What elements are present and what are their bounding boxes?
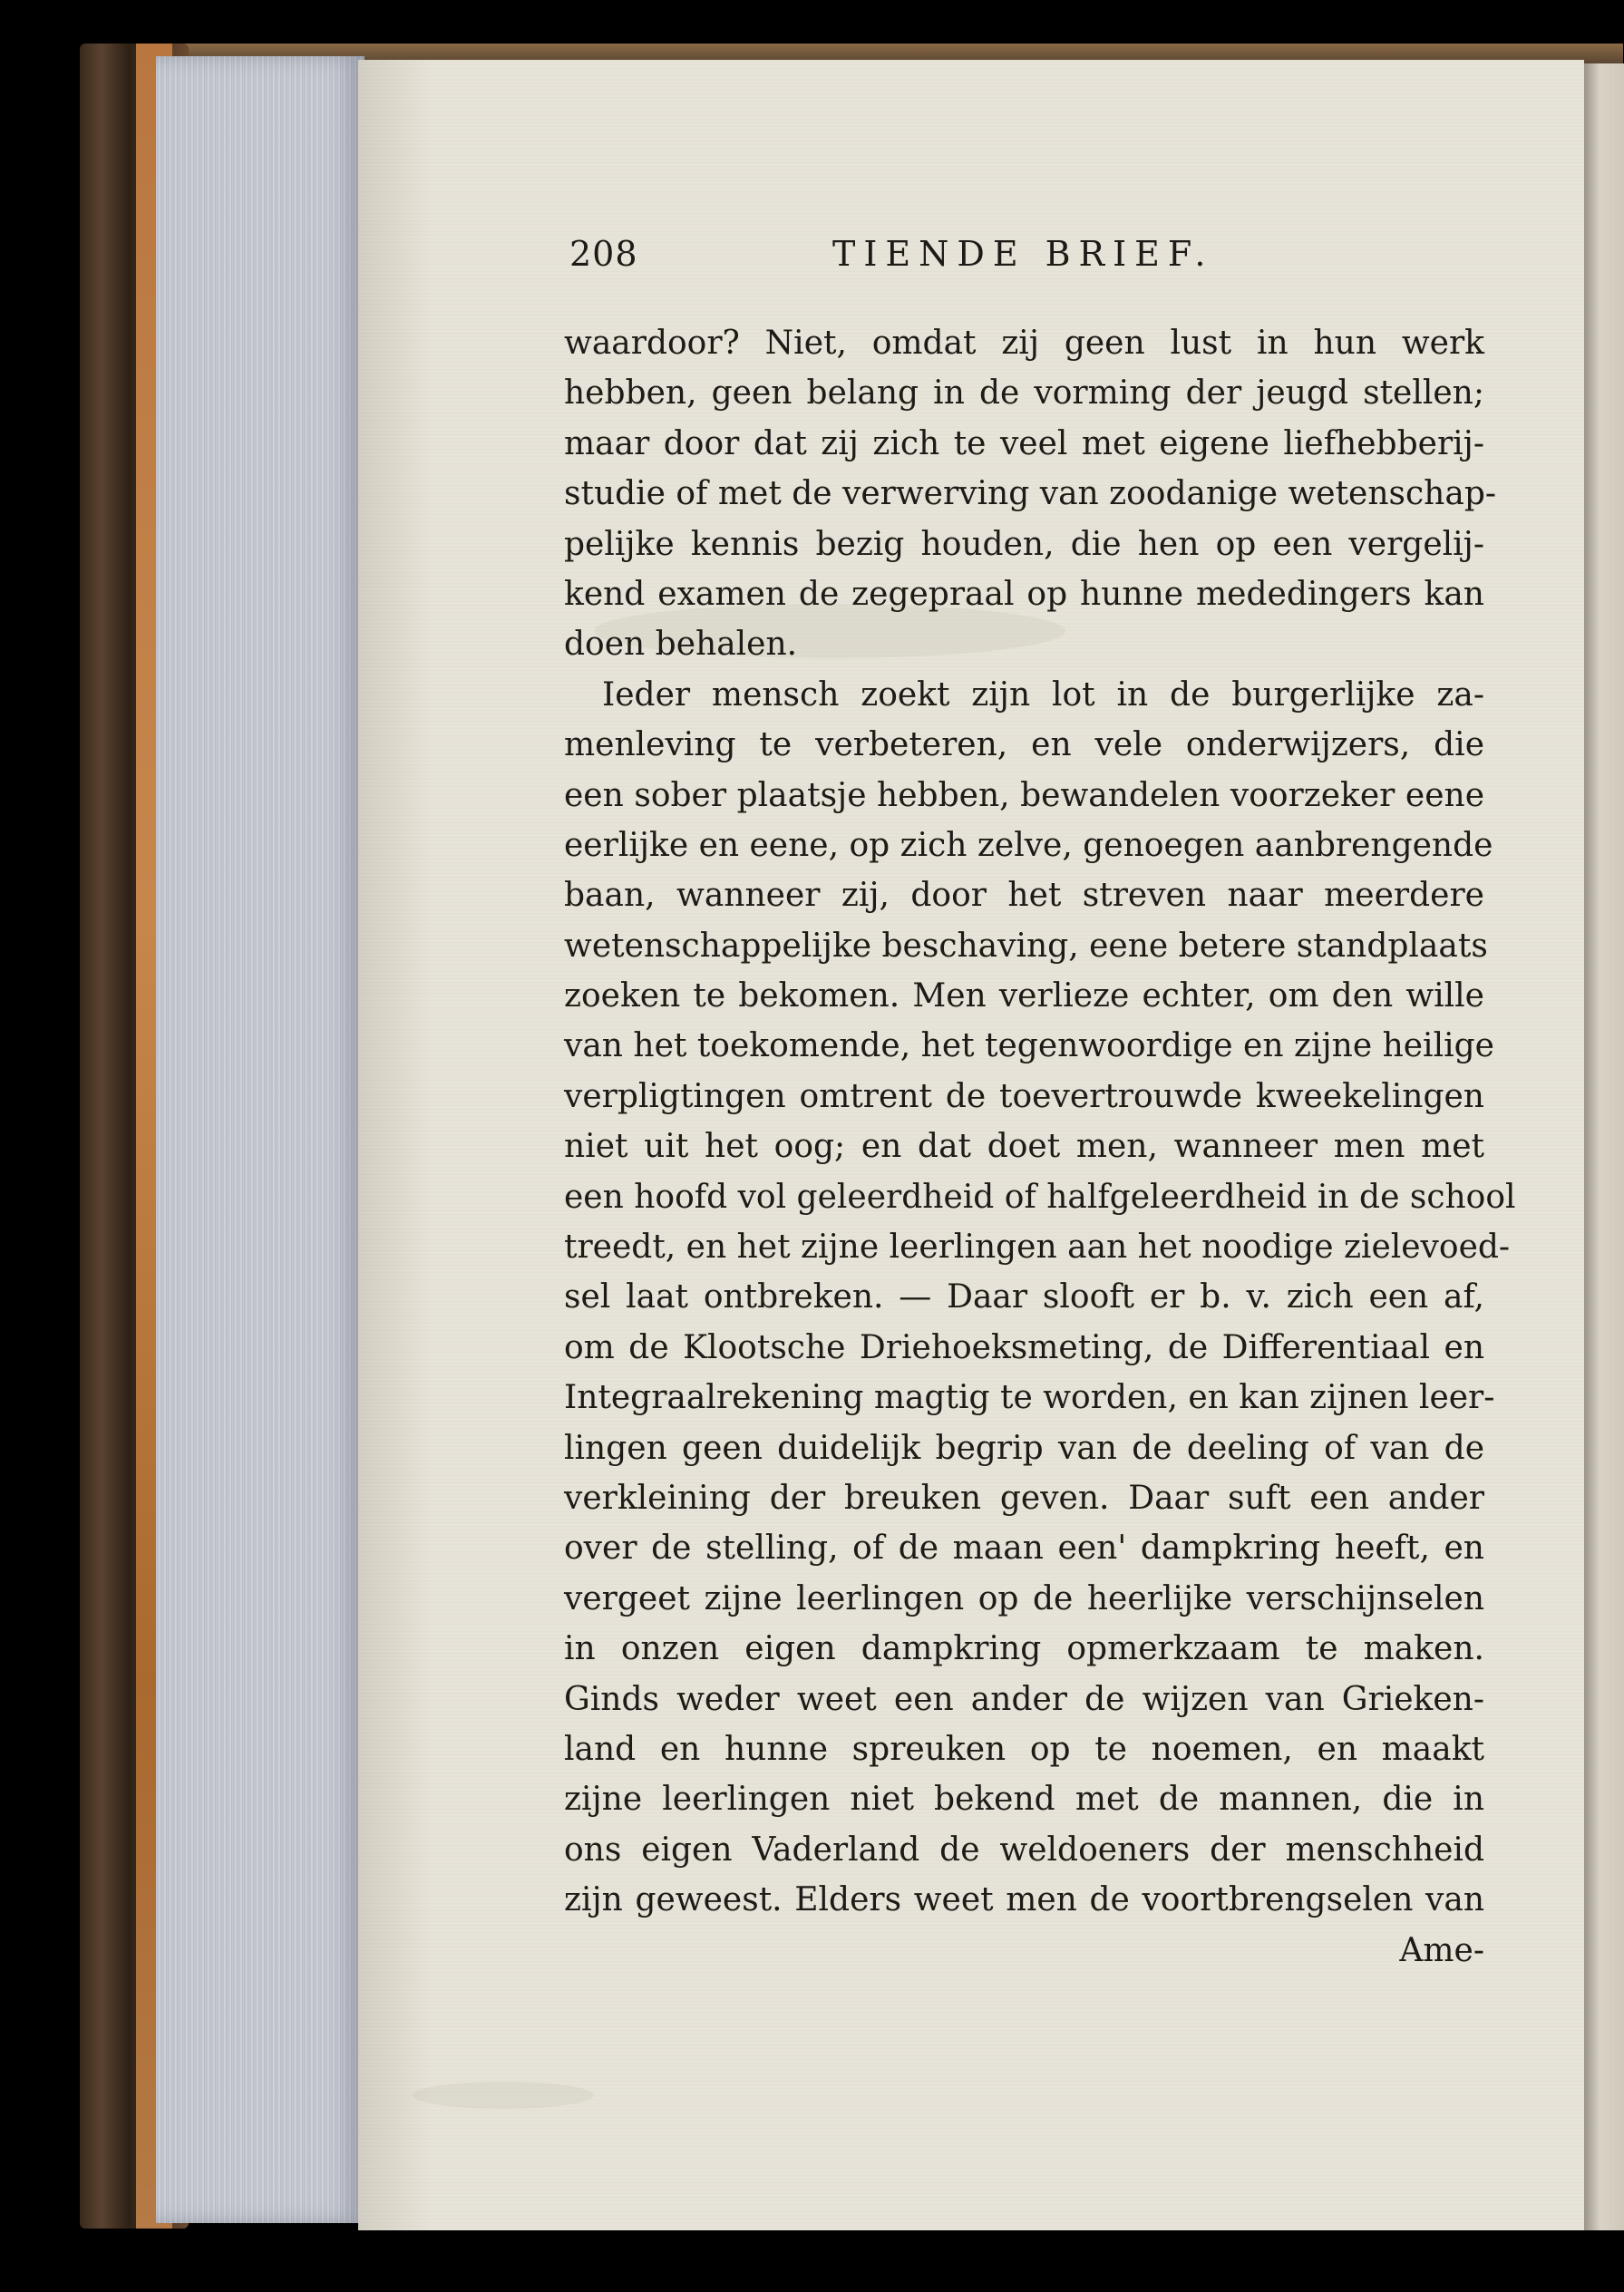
text-line: een sober plaatsje hebben, bewandelen voorzeker eene — [564, 776, 1484, 814]
catchword: Ame- — [1399, 1931, 1484, 1969]
text-line: in onzen eigen dampkring opmerkzaam te maken. — [564, 1630, 1484, 1668]
text-line: land en hunne spreuken op te noemen, en maakt — [564, 1730, 1484, 1768]
text-line: van het toekomende, het tegenwoordige en zijne heilige — [564, 1027, 1494, 1065]
text-line: eerlijke en eene, op zich zelve, genoegen aanbrengende — [564, 826, 1493, 864]
running-head — [569, 234, 1259, 288]
text-line: baan, wanneer zij, door het streven naar meerdere — [564, 877, 1484, 915]
text-line: waardoor? Niet, omdat zij geen lust in hun werk — [564, 325, 1484, 362]
text-line: treedt, en het zijne leerlingen aan het noodige zielevoed- — [564, 1229, 1511, 1267]
text-line: maar door dat zij zich te veel met eigene liefhebberij- — [564, 424, 1484, 462]
text-line: vergeet zijne leerlingen op de heerlijke verschijnselen — [564, 1579, 1484, 1617]
text-line: niet uit het oog; en dat doet men, wanneer men met — [564, 1128, 1484, 1166]
page-number: 208 — [569, 234, 638, 274]
text-line: ons eigen Vaderland de weldoeners der menschheid — [564, 1831, 1484, 1869]
text-line: verkleining der breuken geven. Daar suft een ander — [564, 1479, 1484, 1517]
facing-page-edge — [1584, 63, 1624, 2230]
running-title: TIENDE BRIEF. — [832, 234, 1214, 274]
text-line: verpligtingen omtrent de toevertrouwde kweekelingen — [564, 1077, 1484, 1115]
text-line: zoeken te bekomen. Men verlieze echter, om den wille — [564, 977, 1484, 1015]
text-line: Integraalrekening magtig te worden, en kan zijnen leer- — [564, 1379, 1495, 1417]
text-line: om de Klootsche Driehoeksmeting, de Differentiaal en — [564, 1328, 1484, 1366]
text-line: pelijke kennis bezig houden, die hen op een vergelij- — [564, 525, 1484, 563]
text-line: lingen geen duidelijk begrip van de deeling of van de — [564, 1429, 1484, 1467]
text-line: wetenschappelijke beschaving, eene betere standplaats — [564, 927, 1488, 965]
text-line: studie of met de verwerving van zoodanige wetenschap- — [564, 475, 1497, 513]
text-line: Ieder mensch zoekt zijn lot in de burgerlijke za- — [602, 675, 1484, 714]
text-line: kend examen de zegepraal op hunne mededingers kan — [564, 575, 1484, 613]
text-line: een hoofd vol geleerdheid of halfgeleerdheid in de school — [564, 1178, 1516, 1216]
text-line: menleving te verbeteren, en vele onderwijzers, die — [564, 726, 1484, 764]
text-line: zijne leerlingen niet bekend met de mannen, die in — [564, 1781, 1484, 1819]
text-line: Ginds weder weet een ander de wijzen van Grieken- — [564, 1680, 1484, 1718]
text-line: hebben, geen belang in de vorming der jeugd stellen; — [564, 374, 1484, 413]
page-stack-edges — [156, 56, 365, 2223]
text-line: doen behalen. — [564, 626, 798, 664]
text-line: zijn geweest. Elders weet men de voortbrengselen van — [564, 1881, 1484, 1919]
paper-stain — [413, 2082, 594, 2109]
body-text — [564, 318, 1516, 1976]
text-line: over de stelling, of de maan een' dampkring heeft, en — [564, 1530, 1484, 1568]
text-line: sel laat ontbreken. — Daar slooft er b. v. zich een af, — [564, 1278, 1484, 1316]
